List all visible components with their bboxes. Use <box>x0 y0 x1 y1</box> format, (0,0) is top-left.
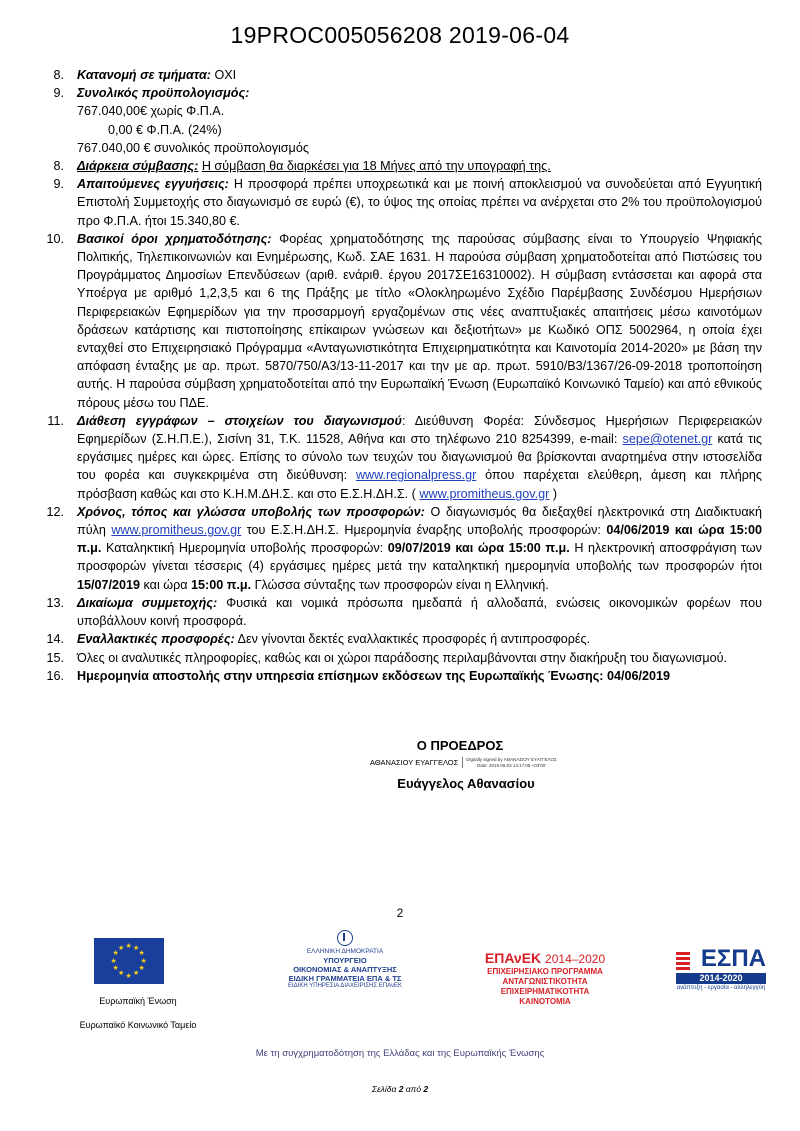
item-value: ΟΧΙ <box>214 68 237 82</box>
espa-stripes-icon <box>676 952 690 955</box>
promitheus-link[interactable]: www.promitheus.gov.gr <box>419 486 550 501</box>
espa-title: ΕΣΠΑ <box>700 945 766 972</box>
item-value: Η σύμβαση θα διαρκέσει για 18 Μήνες από την υπογραφή της. <box>201 159 551 174</box>
item-number: 9. <box>53 86 64 101</box>
epanek-line: ΕΠΙΧΕΙΡΗΜΑΤΙΚΟΤΗΤΑ <box>500 987 590 996</box>
item-text: : Διεύθυνση Φορέα: Σύνδεσμος Ημερήσιων Περιφερειακών Εφημερίδων (Σ.Η.Π.Ε.), Σισίνη 31, Τ.Κ. 11528, Αθήνα και στο τηλέφωνο 210 8254399, e-mail: <box>77 413 762 447</box>
item-label: Βασικοί όροι χρηματοδότησης: <box>77 231 272 246</box>
eu-star-icon: ★ <box>133 944 140 952</box>
list-item <box>40 157 762 175</box>
end-datetime: 09/07/2019 και ώρα 15:00 π.μ. <box>387 541 570 556</box>
item-label: Συνολικός προϋπολογισμός: <box>77 86 250 101</box>
espa-logo <box>676 946 766 1000</box>
list-item <box>40 230 762 412</box>
item-text: Δεν γίνονται δεκτές εναλλακτικές προσφορές ή αντιπροσφορές. <box>237 632 591 647</box>
list-item <box>40 84 762 102</box>
digital-signature-details <box>462 757 556 768</box>
item-label: Απαιτούμενες εγγυήσεις: <box>77 177 229 192</box>
list-item <box>40 66 762 84</box>
item-text: και ώρα <box>140 577 192 592</box>
item-label: Διάθεση εγγράφων – στοιχείων του διαγωνισμού <box>77 413 402 428</box>
epanek-years: 2014–2020 <box>545 952 606 966</box>
item-text: Ο διαγωνισμός θα διεξαχθεί ηλεκτρονικά στη Διαδικτυακή πύλη <box>77 504 762 538</box>
item-number: 14. <box>46 632 64 647</box>
signatory-title: Ο ΠΡΟΕΔΡΟΣ <box>416 738 504 753</box>
item-text: ) <box>549 486 558 501</box>
start-datetime: 04/06/2019 και ώρα 15:00 π.μ. <box>77 523 762 556</box>
document-body <box>40 66 762 685</box>
item-number: 13. <box>46 595 64 610</box>
document-id: 19PROC005056208 2019-06-04 <box>230 22 570 48</box>
digital-signature-date: Date: 2019.06.03 14:17:09 +03'00' <box>477 762 546 768</box>
eu-star-icon: ★ <box>140 957 147 965</box>
item-number: 8. <box>53 159 64 174</box>
opening-date: 15/07/2019 <box>77 577 141 592</box>
item-text: Η προσφορά πρέπει υποχρεωτικά και με ποινή αποκλεισμού να συνοδεύεται από Εγγυητική Επιστολή Συμμετοχής στο διαγωνισμό σε ευρώ (€), το ύψος της οποίας πρέπει να ανέρχεται στο 2% του προϋπολογισμού προ Φ.Π.Α. ήτοι 15.340,80 €. <box>77 177 762 228</box>
ministry-line: ΕΙΔΙΚΗ ΥΠΗΡΕΣΙΑ ΔΙΑΧΕΙΡΙΣΗΣ ΕΠΑνΕΚ <box>288 983 402 989</box>
ministry-line: ΟΙΚΟΝΟΜΙΑΣ & ΑΝΑΠΤΥΞΗΣ <box>293 965 397 974</box>
item-number: 12. <box>46 504 64 519</box>
eu-star-icon: ★ <box>110 957 117 965</box>
item-label: Διάρκεια σύμβασης: <box>77 159 199 174</box>
page-footer-mid: από <box>403 1084 424 1094</box>
item-text: όπου παρέχεται ελεύθερη, άμεση και πλήρης πρόσβαση καθώς και στο Κ.Η.Μ.ΔΗ.Σ. και στο Ε.Σ.Η.ΔΗ.Σ. ( <box>77 468 762 501</box>
eu-star-icon: ★ <box>118 970 125 978</box>
eu-flag-icon <box>94 938 164 984</box>
signatory-name: Ευάγγελος Αθανασίου <box>397 776 535 791</box>
eu-star-icon: ★ <box>138 950 145 957</box>
epanek-line: ΕΠΙΧΕΙΡΗΣΙΑΚΟ ΠΡΟΓΡΑΜΜΑ <box>487 967 603 976</box>
list-item <box>40 649 762 667</box>
epanek-title: ΕΠΑνΕΚ <box>484 950 542 966</box>
opening-time: 15:00 π.μ. <box>191 577 252 592</box>
ministry-line: ΕΛΛΗΝΙΚΗ ΔΗΜΟΚΡΑΤΙΑ <box>306 948 384 955</box>
digital-signature-name: ΑΘΑΝΑΣΙΟΥ ΕΥΑΓΓΕΛΟΣ <box>370 758 459 767</box>
item-number: 11. <box>47 413 64 428</box>
item-text: Ημερομηνία αποστολής στην υπηρεσία επίσημων εκδόσεων της Ευρωπαϊκής Ένωσης: 04/06/2019 <box>77 668 671 683</box>
promitheus-link[interactable]: www.promitheus.gov.gr <box>111 523 242 538</box>
list-item <box>40 412 762 503</box>
greek-emblem-icon <box>337 930 353 946</box>
item-number: 16. <box>46 668 64 683</box>
eu-star-icon: ★ <box>133 970 140 978</box>
item-text: Όλες οι αναλυτικές πληροφορίες, καθώς και οι χώροι παράδοσης περιλαμβάνονται στην διακήρυξη του διαγωνισμού. <box>77 650 727 665</box>
cofinancing-note: Με τη συγχρηματοδότηση της Ελλάδας και της Ευρωπαϊκής Ένωσης <box>255 1048 545 1059</box>
item-number: 15. <box>46 650 64 665</box>
eu-star-icon: ★ <box>125 972 132 980</box>
email-link[interactable]: sepe@otenet.gr <box>622 432 713 447</box>
item-label: Δικαίωμα συμμετοχής: <box>77 595 218 610</box>
epanek-line: ΑΝΤΑΓΩΝΙΣΤΙΚΟΤΗΤΑ <box>502 977 588 986</box>
page-number: 2 <box>396 906 404 920</box>
item-label: Κατανομή σε τμήματα: <box>77 68 211 82</box>
eu-star-icon: ★ <box>118 944 125 952</box>
list-item <box>40 503 762 594</box>
item-text: κατά τις εργάσιμες ημέρες και ώρες. Επίσης το σύνολο των τευχών του διαγωνισμού θα βρίσκονται αναρτημένα στην ιστοσελίδα του φορέα και συγκεκριμένα στη διεύθυνση: <box>77 432 762 483</box>
item-number: 8. <box>53 68 64 82</box>
item-label: Εναλλακτικές προσφορές: <box>77 632 235 647</box>
ministry-line: ΕΙΔΙΚΗ ΓΡΑΜΜΑΤΕΙΑ ΕΠΑ & ΤΣ <box>288 974 402 983</box>
item-text: Φυσικά και νομικά πρόσωπα ημεδαπά ή αλλοδαπά, ενώσεις οικονομικών φορέων που υποβάλλουν κοινή προσφορά. <box>77 595 763 629</box>
item-text: Η ηλεκτρονική αποσφράγιση των προσφορών γίνεται τέσσερις (4) εργάσιμες ημέρες μετά την καταληκτική ημερομηνία υποβολής των προσφορών ήτοι <box>77 541 762 574</box>
item-number: 9. <box>53 177 64 192</box>
item-text: του Ε.Σ.Η.ΔΗ.Σ. Ημερομηνία έναρξης υποβολής προσφορών: <box>241 523 607 538</box>
digital-signature <box>370 757 570 768</box>
list-item <box>40 594 762 630</box>
list-item <box>40 175 762 230</box>
budget-vat: 0,00 € Φ.Π.Α. (24%) <box>108 122 222 137</box>
page-footer-prefix: Σελίδα <box>371 1084 399 1094</box>
item-text: Φορέας χρηματοδότησης της παρούσας σύμβασης είναι το Υπουργείο Ψηφιακής Πολιτικής, Τηλεπικοινωνιών και Ενημέρωσης, Κωδ. ΣΑΕ 1631. Η παρούσα σύμβαση χρηματοδοτείται από Πιστώσεις του Προγράμματος Δημοσίων Επενδύσεων (αριθ. ενάριθ. έργου 2017ΣΕ16310002). Η σύμβαση εντάσσεται και αφορά στα Υποέργα με αριθμό 1,2,3,5 και 6 της Πράξης με τίτλο «Ολοκληρωμένο Σχέδιο Παρέμβασης Συνδέσμου Ημερήσιων Περιφερειακών Εφημερίδων για την προσαρμογή εργαζομένων στις νέες αναπτυξιακές απαιτήσεις μέσω καινοτόμων δράσεων κατάρτισης και πιστοποίησης επίκαιρων γνώσεων και δεξιοτήτων» με Κωδικό ΟΠΣ 5002964, η οποία έχει ενταχθεί στο Επιχειρησιακό Πρόγραμμα «Ανταγωνιστικότητα Επιχειρηματικότητα και Καινοτομία 2014-2020» με βάση την απόφαση ένταξης με αρ. πρωτ. 5870/750/Α3/13-11-2017 και την με αρ. πρωτ. 5910/Β3/1367/26-09-2018 τροποποίηση αυτής. Η παρούσα σύμβαση χρηματοδοτείται από την Ευρωπαϊκή Ένωση (Ευρωπαϊκό Κοινωνικό Ταμείο) και από εθνικούς πόρους μέσω του ΠΔΕ. <box>77 231 763 410</box>
regionalpress-link[interactable]: www.regionalpress.gr <box>355 468 477 483</box>
espa-years: 2014-2020 <box>676 973 766 984</box>
digital-signature-line: Digitally signed by ΑΘΑΝΑΣΙΟΥ ΕΥΑΓΓΕΛΟΣ <box>466 757 557 762</box>
item-label: Χρόνος, τόπος και γλώσσα υποβολής των προσφορών: <box>77 504 425 519</box>
eu-star-icon: ★ <box>112 950 119 957</box>
budget-total: 767.040,00 € συνολικός προϋπολογισμός <box>77 140 309 155</box>
epanek-logo <box>475 950 615 1007</box>
page-footer-current: 2 <box>398 1084 404 1094</box>
espa-motto: ανάπτυξη - εργασία - αλληλεγγύη <box>676 985 766 991</box>
eu-star-icon: ★ <box>112 965 119 972</box>
epanek-line: ΚΑΙΝΟΤΟΜΙΑ <box>519 997 571 1006</box>
list-item <box>40 630 762 648</box>
item-text: Καταληκτική Ημερομηνία υποβολής προσφορών: <box>101 541 388 556</box>
budget-net: 767.040,00€ χωρίς Φ.Π.Α. <box>77 104 225 119</box>
ministry-logo <box>275 930 415 990</box>
list-item <box>40 667 762 685</box>
esf-label: Ευρωπαϊκό Κοινωνικό Ταμείο <box>79 1020 197 1030</box>
page-footer <box>0 1084 800 1094</box>
funding-logos <box>0 930 800 1030</box>
item-text: Γλώσσα σύνταξης των προσφορών είναι η Ελληνική. <box>251 577 549 592</box>
eu-star-icon: ★ <box>138 965 145 972</box>
item-number: 10. <box>46 231 64 246</box>
ministry-line: ΥΠΟΥΡΓΕΙΟ <box>323 956 367 965</box>
eu-star-icon: ★ <box>125 942 132 950</box>
eu-label: Ευρωπαϊκή Ένωση <box>99 996 177 1006</box>
page-footer-total: 2 <box>423 1084 429 1094</box>
